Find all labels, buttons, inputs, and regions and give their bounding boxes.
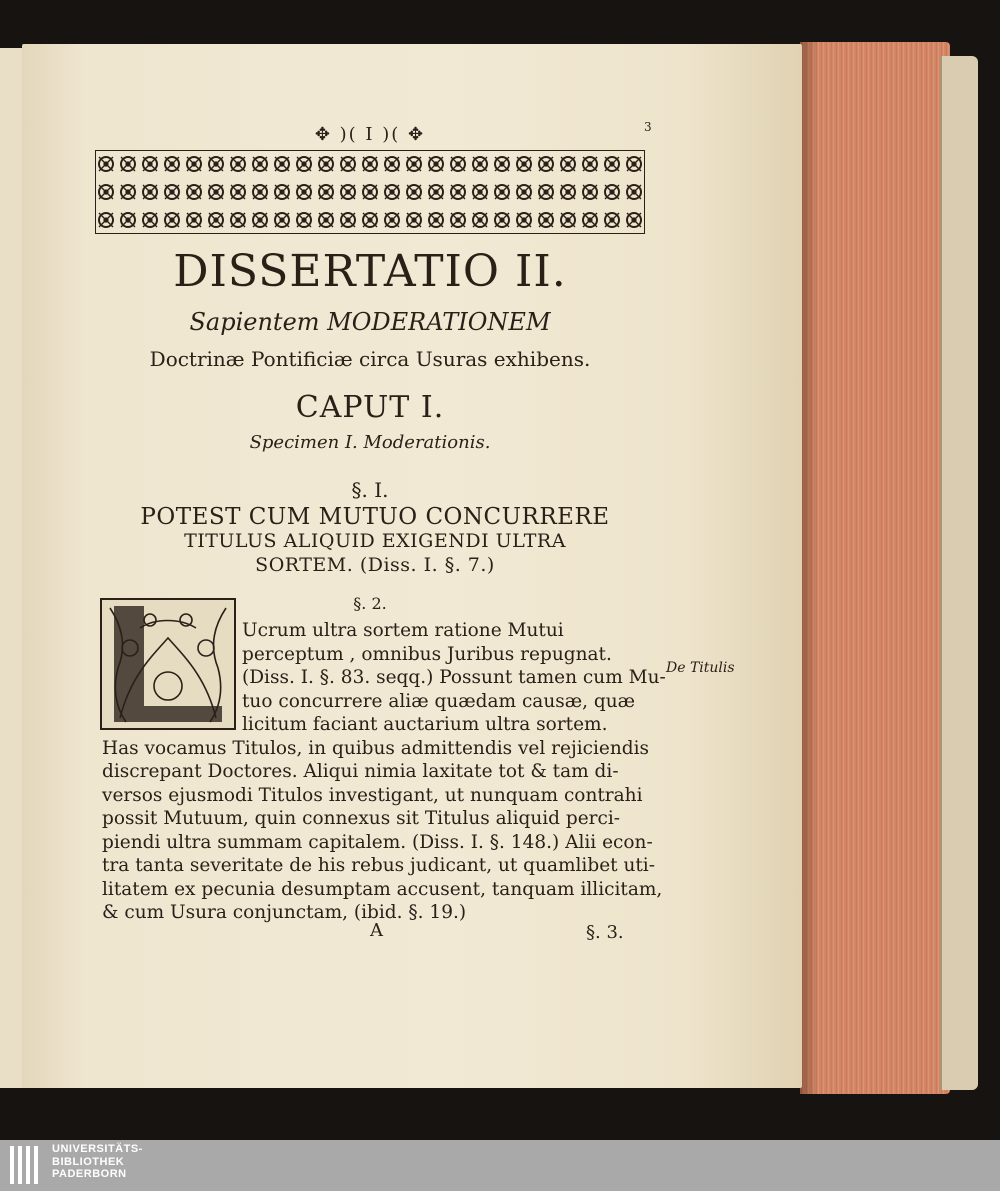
body-line: possit Mutuum, quin connexus sit Titulus aliquid perci-	[102, 808, 621, 829]
body-line: litatem ex pecunia desumptam accusent, tanquam illicitam,	[102, 878, 663, 900]
library-logo-text	[52, 1143, 143, 1181]
subtitle-italic: Sapientem MODERATIONEM	[189, 308, 551, 336]
corner-number: 3	[644, 120, 652, 134]
logo-line: BIBLIOTHEK	[52, 1155, 125, 1168]
logo-line: UNIVERSITÄTS-	[52, 1143, 143, 1155]
ornament-band	[95, 150, 645, 234]
subtitle-line: Doctrinæ Pontificiæ circa Usuras exhibens.	[149, 347, 591, 371]
section-mark-1: §. I.	[351, 478, 389, 502]
section-heading-line: SORTEM. (Diss. I. §. 7.)	[255, 554, 495, 576]
page-fore-edge	[800, 42, 950, 1094]
body-line: (Diss. I. §. 83. seqq.) Possunt tamen cum Mu-	[242, 667, 666, 688]
section-heading-line: POTEST CUM MUTUO CONCURRERE	[140, 504, 610, 530]
catchword: §. 3.	[586, 922, 624, 943]
body-line: perceptum , omnibus Juribus repugnat.	[242, 643, 612, 665]
chapter-heading: CAPUT I.	[295, 390, 445, 425]
library-logo-icon	[8, 1144, 44, 1186]
dissertation-title: DISSERTATIO II.	[173, 246, 567, 297]
footer-bar	[0, 1140, 1000, 1191]
specimen-heading: Specimen I. Moderationis.	[249, 432, 491, 453]
page-folio: ✥ )( I )( ✥	[314, 124, 426, 145]
body-line: discrepant Doctores. Aliqui nimia laxitate tot & tam di-	[102, 761, 619, 782]
book-cover-edge	[940, 56, 978, 1090]
decorated-initial-l	[100, 598, 236, 730]
margin-note: De Titulis	[666, 660, 735, 676]
body-line: piendi ultra summam capitalem. (Diss. I. §. 148.) Alii econ-	[102, 831, 653, 853]
section-mark-2: §. 2.	[353, 594, 387, 613]
body-line: tuo concurrere aliæ quædam causæ, quæ	[242, 690, 636, 712]
body-line: Ucrum ultra sortem ratione Mutui	[242, 620, 564, 641]
body-line: licitum faciant auctarium ultra sortem.	[242, 714, 608, 735]
body-line: versos ejusmodi Titulos investigant, ut nunquam contrahi	[102, 784, 643, 806]
signature-mark: A	[370, 920, 383, 941]
body-line: Has vocamus Titulos, in quibus admittendis vel rejiciendis	[102, 737, 650, 759]
section-heading-line: TITULUS ALIQUID EXIGENDI ULTRA	[184, 530, 566, 552]
body-line: tra tanta severitate de his rebus judicant, ut quamlibet uti-	[102, 855, 655, 876]
logo-line: PADERBORN	[52, 1168, 127, 1180]
body-line: & cum Usura conjunctam, (ibid. §. 19.)	[102, 902, 467, 923]
fore-edge-shadow	[800, 42, 818, 1094]
